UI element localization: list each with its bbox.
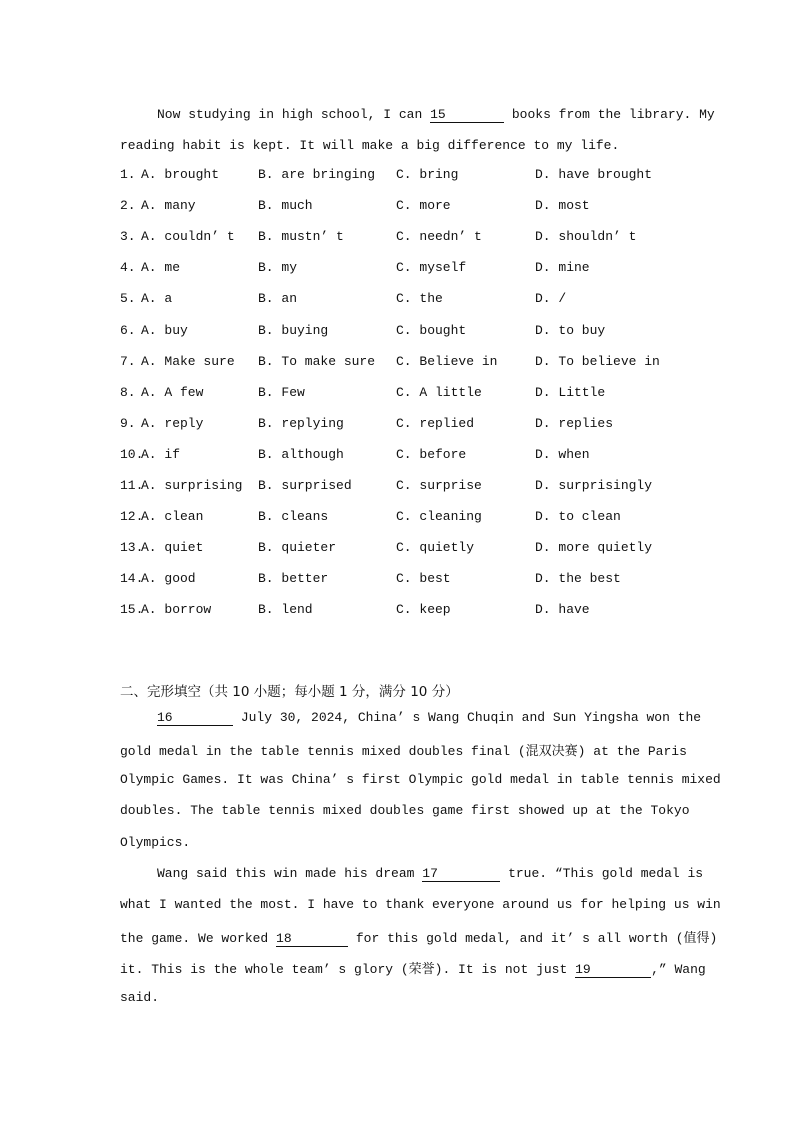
option-d[interactable]: D. replies: [535, 415, 614, 431]
option-a[interactable]: A. clean: [141, 509, 204, 525]
question-row: [120, 478, 680, 496]
question-row: [120, 260, 680, 278]
option-a[interactable]: A. borrow: [141, 602, 212, 618]
option-c[interactable]: C. more: [396, 198, 451, 214]
option-d[interactable]: D. shouldn’ t: [535, 229, 637, 245]
blank-17[interactable]: 17: [422, 867, 500, 882]
option-a[interactable]: A. reply: [141, 415, 204, 431]
question-row: [120, 291, 680, 309]
passage1-text: Now studying in high school, I can: [157, 107, 423, 122]
question-number: 4.: [120, 260, 136, 276]
question-number: 8.: [120, 384, 136, 400]
option-d[interactable]: D. more quietly: [535, 540, 653, 556]
option-d[interactable]: D. have brought: [535, 167, 653, 182]
question-number: 9.: [120, 415, 136, 431]
option-c[interactable]: C. surprise: [396, 478, 482, 493]
option-a[interactable]: A. buy: [141, 322, 188, 338]
section2-p1-line3: Olympic Games. It was China’ s first Olympic gold medal in table tennis mixed: [120, 772, 721, 787]
blank-16[interactable]: 16: [157, 711, 233, 726]
option-b[interactable]: B. cleans: [258, 509, 329, 525]
option-a[interactable]: A. brought: [141, 167, 220, 182]
question-row: [120, 509, 680, 527]
section2-p1-line2: gold medal in the table tennis mixed doubles final (混双决赛) at the Paris: [120, 744, 687, 759]
question-number: 7.: [120, 353, 136, 369]
option-c[interactable]: C. quietly: [396, 540, 475, 556]
section2-p2-line4: [120, 958, 706, 978]
option-d[interactable]: D. most: [535, 198, 590, 214]
option-b[interactable]: B. surprised: [258, 478, 352, 493]
option-b[interactable]: B. lend: [258, 602, 313, 618]
blank-19[interactable]: 19: [575, 963, 651, 978]
option-d[interactable]: D. To believe in: [535, 353, 660, 369]
blank-18[interactable]: 18: [276, 932, 348, 947]
question-row: [120, 385, 680, 403]
question-row: [120, 416, 680, 434]
question-number: 5.: [120, 291, 136, 307]
option-b[interactable]: B. are bringing: [258, 167, 376, 182]
section-title: 二、完形填空（共 10 小题；每小题 1 分，满分 10 分）: [120, 684, 459, 700]
option-c[interactable]: C. myself: [396, 260, 467, 276]
option-b[interactable]: B. Few: [258, 384, 305, 400]
option-a[interactable]: A. good: [141, 571, 196, 587]
section2-p2-line3: [120, 927, 718, 947]
option-a[interactable]: A. Make sure: [141, 353, 235, 369]
section2-text: Wang said this win made his dream: [157, 866, 415, 881]
option-b[interactable]: B. To make sure: [258, 353, 376, 369]
option-c[interactable]: C. keep: [396, 602, 451, 618]
section2-text: July 30, 2024, China’ s Wang Chuqin and Sun Yingsha won the: [240, 710, 702, 725]
option-d[interactable]: D. the best: [535, 571, 621, 587]
question-row: [120, 198, 680, 216]
section2-p1-line5: Olympics.: [120, 835, 191, 850]
option-b[interactable]: B. buying: [258, 322, 329, 338]
option-a[interactable]: A. a: [141, 291, 173, 307]
option-c[interactable]: C. replied: [396, 415, 475, 431]
section2-p1-line1: [157, 710, 702, 726]
option-c[interactable]: C. the: [396, 291, 443, 307]
question-number: 15.: [120, 602, 144, 618]
option-c[interactable]: C. cleaning: [396, 509, 482, 525]
option-a[interactable]: A. if: [141, 446, 181, 462]
option-b[interactable]: B. replying: [258, 415, 344, 431]
option-a[interactable]: A. many: [141, 198, 196, 214]
section2-text: ,” Wang: [651, 962, 706, 977]
section2-p1-line4: doubles. The table tennis mixed doubles game first showed up at the Tokyo: [120, 803, 690, 818]
question-number: 1.: [120, 167, 136, 182]
option-a[interactable]: A. couldn’ t: [141, 229, 235, 245]
passage1-line1: [157, 107, 715, 123]
option-c[interactable]: C. needn’ t: [396, 229, 482, 245]
option-b[interactable]: B. much: [258, 198, 313, 214]
section2-text: it. This is the whole team’ s glory (荣誉). It is not just: [120, 962, 568, 977]
passage1-line2: reading habit is kept. It will make a big difference to my life.: [120, 138, 620, 153]
section2-p2-line2: what I wanted the most. I have to thank everyone around us for helping us win: [120, 897, 721, 912]
question-number: 6.: [120, 322, 136, 338]
question-row: [120, 167, 680, 185]
question-row: [120, 540, 680, 558]
option-d[interactable]: D. mine: [535, 260, 590, 276]
option-b[interactable]: B. an: [258, 291, 298, 307]
option-d[interactable]: D. have: [535, 602, 590, 618]
section2-p2-line5: said.: [120, 990, 160, 1005]
question-row: [120, 571, 680, 589]
option-c[interactable]: C. best: [396, 571, 451, 587]
option-d[interactable]: D. to buy: [535, 322, 606, 338]
question-number: 14.: [120, 571, 144, 587]
option-b[interactable]: B. although: [258, 446, 344, 462]
question-row: [120, 602, 680, 620]
option-d[interactable]: D. /: [535, 291, 567, 307]
question-number: 2.: [120, 198, 136, 214]
option-d[interactable]: D. when: [535, 446, 590, 462]
question-number: 3.: [120, 229, 136, 245]
option-c[interactable]: C. bring: [396, 167, 459, 182]
question-row: [120, 354, 680, 372]
option-a[interactable]: A. surprising: [141, 478, 243, 493]
option-d[interactable]: D. Little: [535, 384, 606, 400]
option-a[interactable]: A. quiet: [141, 540, 204, 556]
option-b[interactable]: B. quieter: [258, 540, 337, 556]
option-b[interactable]: B. mustn’ t: [258, 229, 344, 245]
passage1-text: books from the library. My: [511, 107, 715, 122]
section2-text: true. “This gold medal is: [508, 866, 704, 881]
option-b[interactable]: B. my: [258, 260, 298, 276]
section2-p2-line1: [157, 866, 704, 882]
question-row: [120, 447, 680, 465]
option-a[interactable]: A. A few: [141, 384, 204, 400]
option-c[interactable]: C. Believe in: [396, 353, 498, 369]
section2-text: the game. We worked: [120, 931, 269, 946]
question-row: [120, 229, 680, 247]
option-d[interactable]: D. to clean: [535, 509, 621, 525]
question-row: [120, 323, 680, 341]
question-number: 10.: [120, 446, 144, 462]
section2-text: for this gold medal, and it’ s all worth (值得): [355, 931, 718, 946]
question-number: 11.: [120, 478, 144, 493]
option-d[interactable]: D. surprisingly: [535, 478, 653, 493]
option-c[interactable]: C. bought: [396, 322, 467, 338]
question-number: 12.: [120, 509, 144, 525]
blank-15[interactable]: 15: [430, 108, 504, 123]
option-c[interactable]: C. before: [396, 446, 467, 462]
option-a[interactable]: A. me: [141, 260, 181, 276]
option-c[interactable]: C. A little: [396, 384, 482, 400]
question-number: 13.: [120, 540, 144, 556]
option-b[interactable]: B. better: [258, 571, 329, 587]
